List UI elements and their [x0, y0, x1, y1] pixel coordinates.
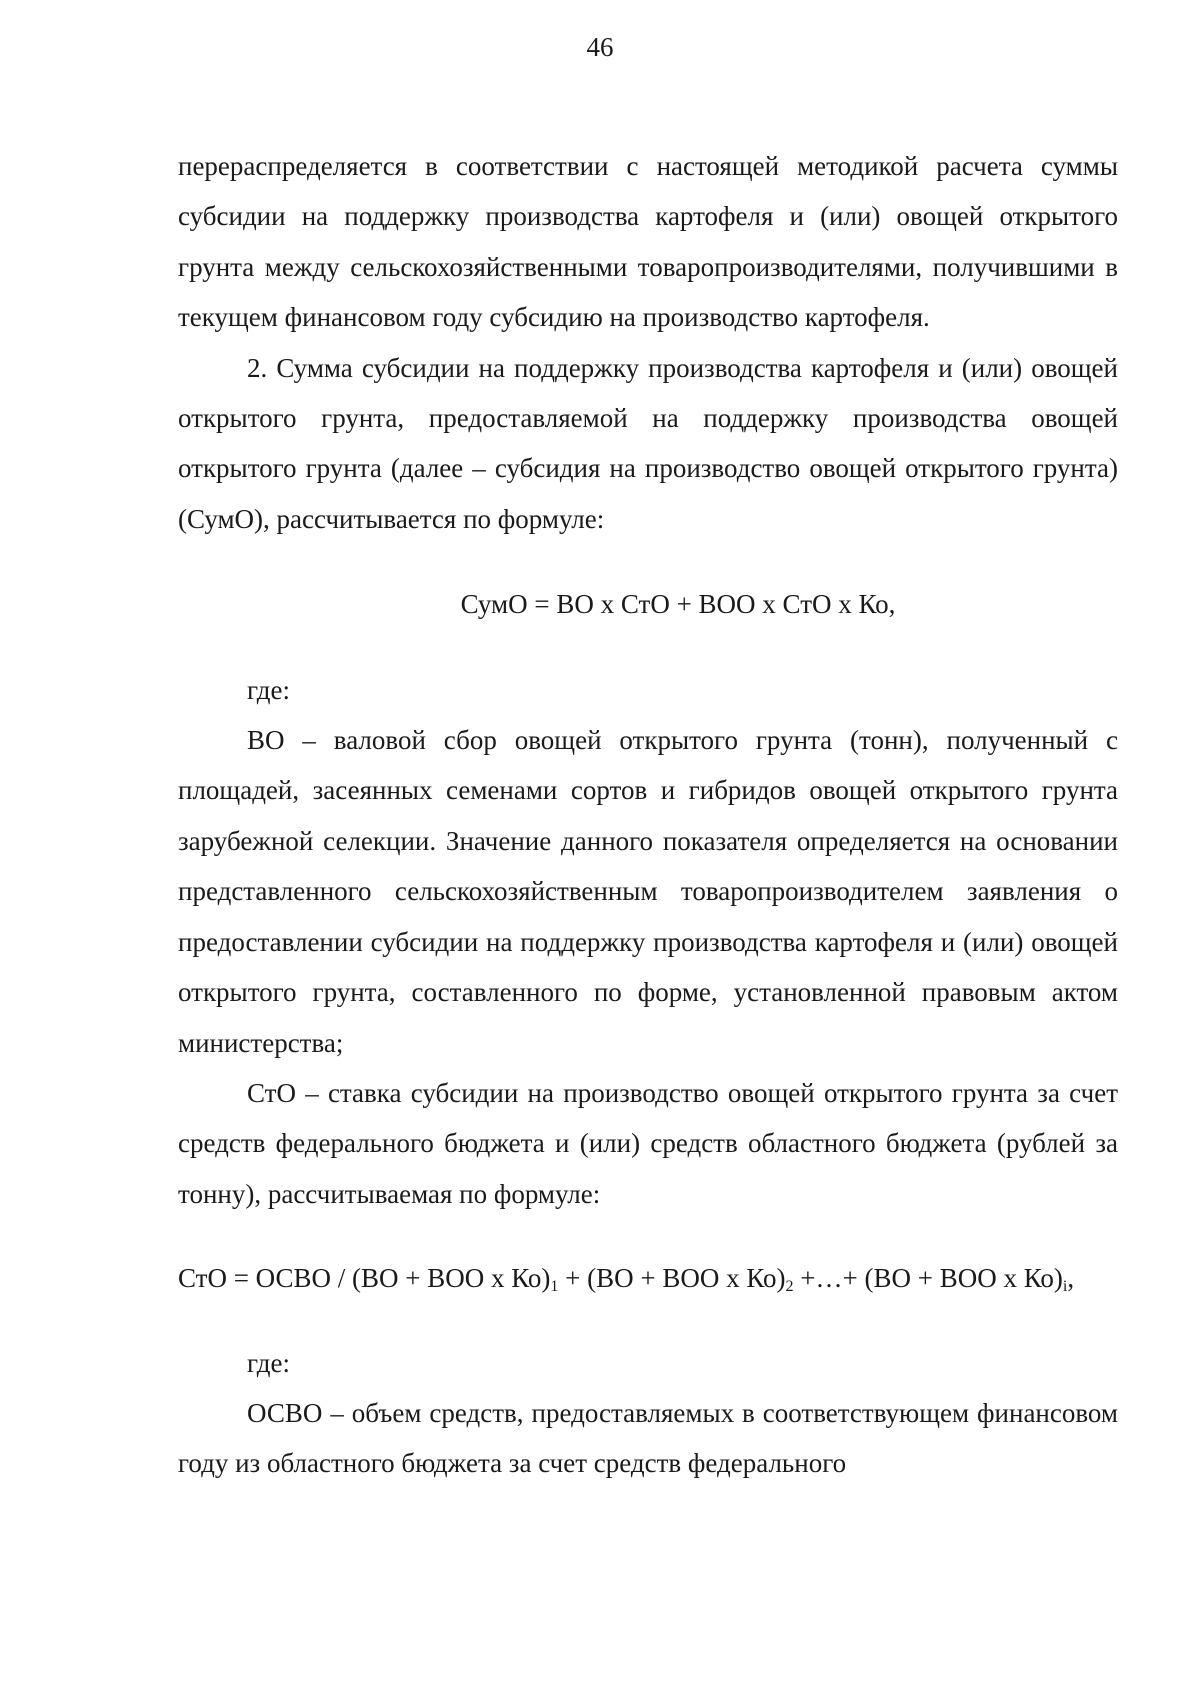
document-body [178, 141, 1118, 1489]
where-label: где: [247, 674, 290, 705]
definition-vo: ВО – валовой сбор овощей открытого грунта (тонн), полученный с площадей, засеянных семенами сортов и гибридов овощей открытого грунта зарубежной селекции. Значение данного показателя определяется на основании представленного сельскохозяйственным товаропроизводителем заявления о предоставлении субсидии на поддержку производства картофеля и (или) овощей открытого грунта, составленного по форме, установленной правовым актом министерства; [178, 725, 1118, 1058]
page-number: 46 [586, 32, 614, 62]
formula-sto-sub-b: 2 [785, 1278, 794, 1296]
definition-sto: СтО – ставка субсидии на производство овощей открытого грунта за счет средств федерального бюджета и (или) средств областного бюджета (рублей за тонну), рассчитываемая по формуле: [178, 1077, 1118, 1209]
definition-osvo: ОСВО – объем средств, предоставляемых в соответствующем финансовом году из областного бюджета за счет средств федерального [178, 1397, 1118, 1479]
formula-sumo: СумО = ВО х СтО + ВОО х СтО х Ко, [460, 589, 896, 620]
paragraph-continuation: перераспределяется в соответствии с настоящей методикой расчета суммы субсидии на поддержку производства картофеля и (или) овощей открытого грунта между сельскохозяйственными товаропроизводителями, получившими в текущем финансовом году субсидию на производство картофеля. [178, 151, 1118, 333]
formula-sto-tail: , [1067, 1263, 1075, 1294]
formula-sto-part-a: СтО = ОСВО / (ВО + ВОО х Ко) [178, 1263, 551, 1294]
formula-sto-sub-a: 1 [550, 1278, 559, 1296]
formula-sto-part-b: + (ВО + ВОО х Ко) [558, 1263, 786, 1294]
formula-sto-part-c: +…+ (ВО + ВОО х Ко) [793, 1263, 1063, 1294]
formula-sto-sub-c: i [1062, 1278, 1068, 1296]
where-label-2: где: [247, 1347, 290, 1378]
paragraph-item-2: 2. Сумма субсидии на поддержку производства картофеля и (или) овощей открытого грунта, предоставляемой на поддержку производства овощей открытого грунта (далее – субсидия на производство овощей открытого грунта) (СумО), рассчитывается по формуле: [178, 352, 1118, 534]
formula-sto [178, 1253, 1118, 1303]
